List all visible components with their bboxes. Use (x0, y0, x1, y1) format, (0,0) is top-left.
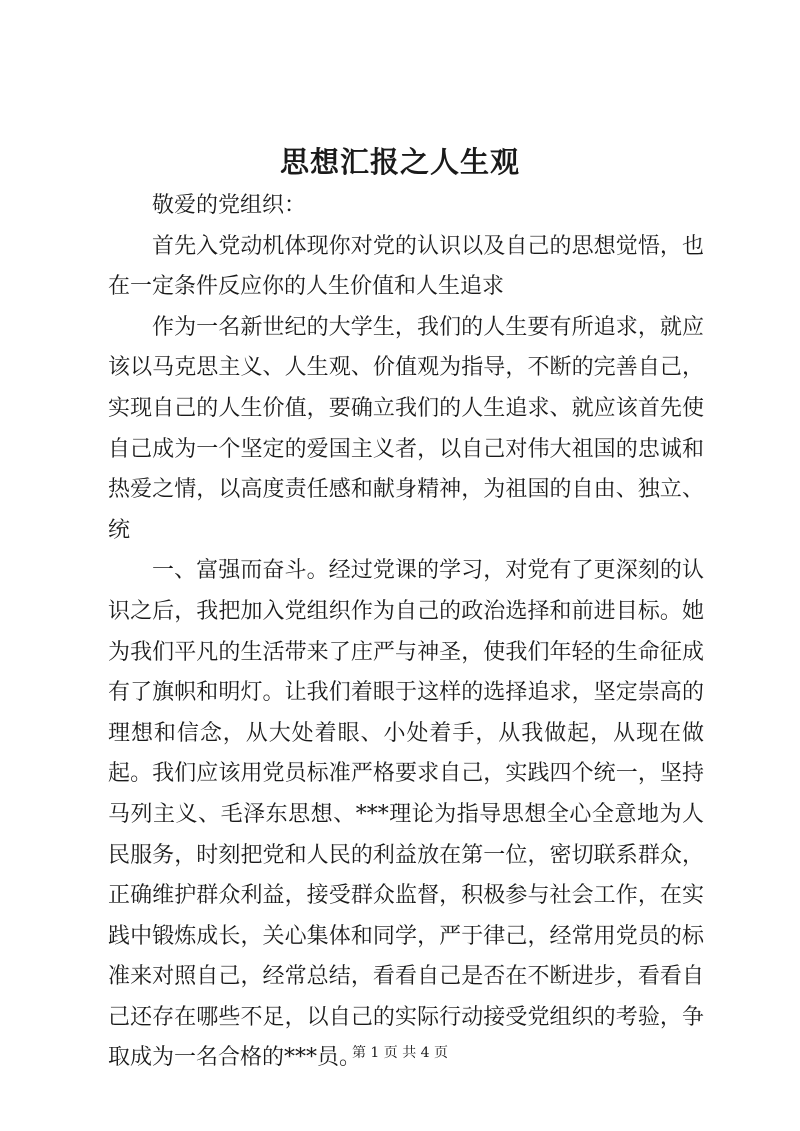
salutation: 敬爱的党组织： (152, 193, 307, 218)
page-footer: 第 1 页 共 4 页 (351, 1045, 449, 1061)
paragraph-2: 作为一名新世纪的大学生，我们的人生要有所追求，就应该以马克思主义、人生观、价值观为指导，不断的完善自己，实现自己的人生价值，要确立我们的人生追求、就应该首先使自己成为一个坚定的爱国主义者，以自己对伟大祖国的忠诚和热爱之情，以高度责任感和献身精神，为祖国的自由、独立、统 (108, 314, 704, 543)
paragraph-1: 首先入党动机体现你对党的认识以及自己的思想觉悟，也在一定条件反应你的人生价值和人生追求 (108, 233, 704, 300)
document-title: 思想汇报之人生观 (279, 145, 520, 179)
paragraph-3: 一、富强而奋斗。经过党课的学习，对党有了更深刻的认识之后，我把加入党组织作为自己的政治选择和前进目标。她为我们平凡的生活带来了庄严与神圣，使我们年轻的生命征成有了旗帜和明灯。让我们着眼于这样的选择追求，坚定崇高的理想和信念，从大处着眼、小处着手，从我做起，从现在做起。我们应该用党员标准严格要求自己，实践四个统一，坚持马列主义、毛泽东思想、***理论为指导思想全心全意地为人民服务，时刻把党和人民的利益放在第一位，密切联系群众，正确维护群众利益，接受群众监督，积极参与社会工作，在实践中锻炼成长，关心集体和同学，严于律己，经常用党员的标准来对照自己，经常总结，看看自己是否在不断进步，看看自己还存在哪些不足，以自己的实际行动接受党组织的考验，争取成为一名合格的***员。 (108, 558, 704, 1071)
document-body (108, 186, 704, 1079)
